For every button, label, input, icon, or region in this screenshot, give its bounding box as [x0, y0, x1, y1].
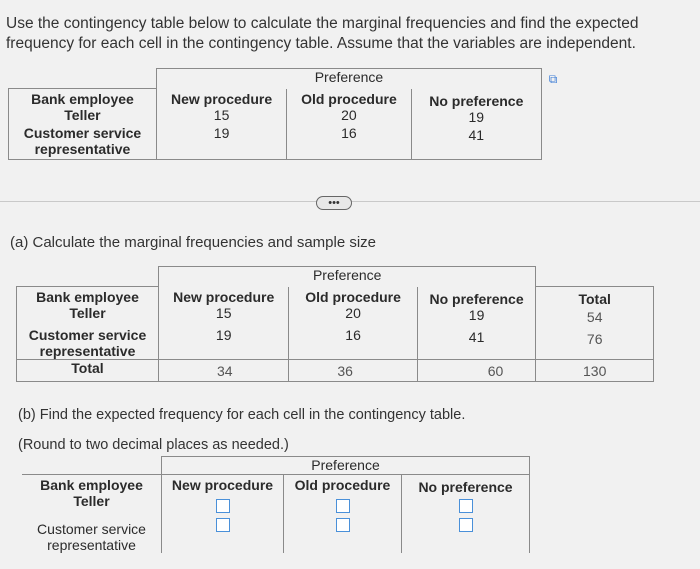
column-header-new-procedure: New procedure [171, 90, 273, 107]
row-label-representative: representative [47, 537, 136, 553]
column-total-new-procedure: 34 [217, 363, 233, 379]
row-header: Bank employee [40, 477, 143, 493]
column-total-old-procedure: 36 [337, 363, 353, 379]
row-label-teller: Teller [64, 107, 101, 123]
expected-customer-service-old-input[interactable] [336, 518, 350, 532]
cell-value: 15 [213, 106, 230, 123]
contingency-table [8, 68, 542, 160]
row-label-teller: Teller [73, 493, 110, 509]
rounding-note: (Round to two decimal places as needed.) [18, 437, 289, 453]
preference-header: Preference [311, 457, 380, 473]
expected-teller-no-preference-input[interactable] [459, 499, 473, 513]
cell-value: 20 [345, 304, 361, 321]
cell-value: 19 [468, 306, 485, 323]
row-label-customer-service: Customer service [28, 327, 147, 343]
column-header-old-procedure: Old procedure [305, 288, 401, 305]
row-label-representative: representative [34, 141, 131, 157]
cell-value: 19 [468, 108, 485, 125]
cell-value: 19 [215, 326, 232, 343]
column-header-new-procedure: New procedure [171, 477, 274, 493]
cell-value: 16 [341, 124, 357, 141]
expected-customer-service-no-preference-input[interactable] [459, 518, 473, 532]
cell-value: 16 [345, 326, 361, 343]
expected-frequency-table [22, 456, 530, 553]
cell-value: 41 [468, 328, 485, 345]
expected-teller-new-input[interactable] [216, 499, 230, 513]
column-header-new-procedure: New procedure [173, 288, 275, 305]
column-total-no-preference: 60 [487, 363, 504, 379]
preference-header: Preference [312, 267, 382, 283]
expected-teller-old-input[interactable] [336, 499, 350, 513]
row-label-total: Total [71, 360, 104, 376]
column-header-old-procedure: Old procedure [301, 90, 397, 107]
row-total-customer-service: 76 [586, 331, 603, 347]
cell-value: 19 [213, 124, 230, 141]
expected-customer-service-new-input[interactable] [216, 518, 230, 532]
row-label-teller: Teller [69, 305, 106, 321]
row-total-teller: 54 [586, 309, 603, 325]
row-header: Bank employee [36, 289, 139, 305]
instructions-text: Use the contingency table below to calculate the marginal frequencies and find the expected frequency for each cell in the contingency table. Assume that the variables are independent. [6, 15, 639, 52]
column-header-no-preference: No preference [429, 92, 524, 109]
row-label-customer-service: Customer service [23, 125, 142, 141]
column-header-total: Total [578, 291, 611, 307]
preference-header: Preference [314, 69, 384, 85]
expand-more-button[interactable]: ••• [316, 196, 352, 210]
cell-value: 41 [468, 126, 485, 143]
cell-value: 20 [341, 106, 357, 123]
column-header-no-preference: No preference [429, 290, 524, 307]
copy-table-icon[interactable]: ⧉ [548, 72, 558, 86]
row-label-customer-service: Customer service [37, 521, 146, 537]
marginal-frequency-table [16, 266, 654, 382]
part-a-question: (a) Calculate the marginal frequencies and sample size [10, 234, 377, 251]
row-header: Bank employee [31, 91, 134, 107]
grand-total: 130 [583, 363, 607, 379]
column-header-no-preference: No preference [418, 479, 513, 495]
row-label-representative: representative [39, 343, 136, 359]
column-header-old-procedure: Old procedure [294, 477, 391, 493]
cell-value: 15 [215, 304, 232, 321]
part-b-question: (b) Find the expected frequency for each cell in the contingency table. [18, 407, 466, 423]
